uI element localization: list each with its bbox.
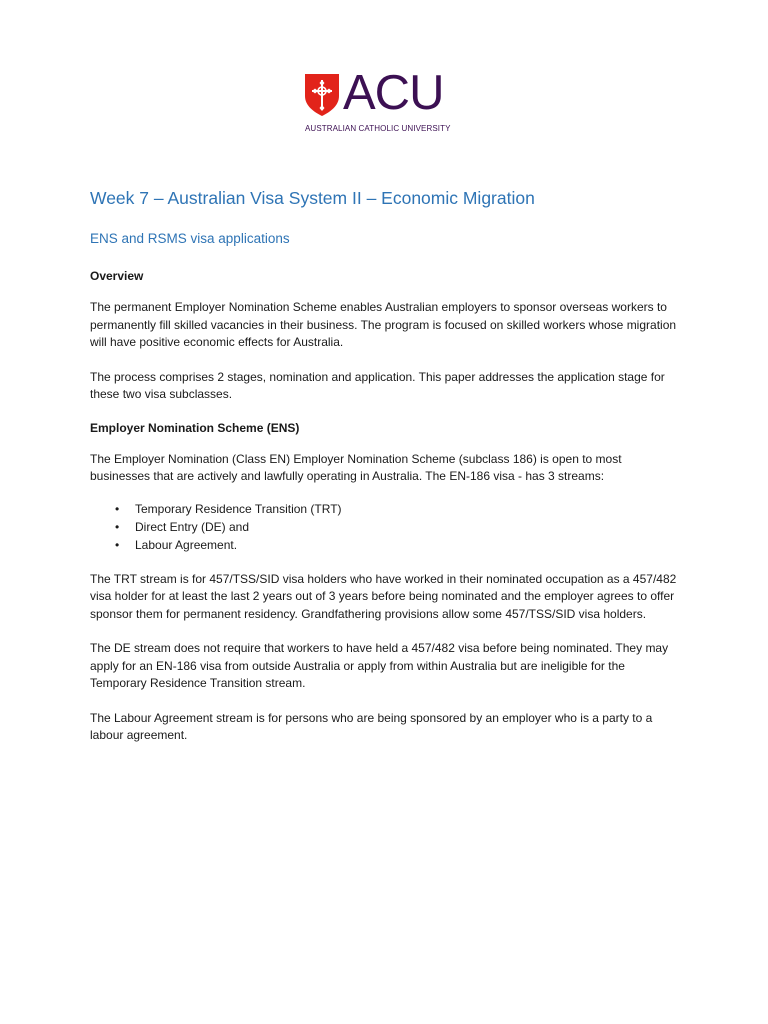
- list-item: [90, 518, 680, 536]
- streams-list: [90, 500, 680, 554]
- document-title: Week 7 – Australian Visa System II – Economic Migration: [90, 188, 535, 208]
- list-item-label: Labour Agreement.: [135, 537, 238, 552]
- acu-logo: [303, 66, 473, 138]
- logo-wordmark: ACU: [343, 66, 444, 120]
- overview-heading: Overview: [90, 269, 144, 283]
- ens-paragraph: The Employer Nomination (Class EN) Employer Nomination Scheme (subclass 186) is open to most businesses that are actively and lawfully operating in Australia. The EN-186 visa - has 3 streams:: [90, 451, 622, 483]
- bullet-icon: •: [115, 501, 120, 516]
- labour-agreement-paragraph: The Labour Agreement stream is for persons who are being sponsored by an employer who is a party to a labour agreement.: [90, 710, 653, 742]
- overview-paragraph-1: The permanent Employer Nomination Scheme enables Australian employers to sponsor overseas workers to permanently fill skilled vacancies in their business. The program is focused on skilled workers whose migration will have positive economic effects for Australia.: [90, 300, 677, 349]
- ens-heading: Employer Nomination Scheme (ENS): [90, 420, 300, 435]
- trt-paragraph: The TRT stream is for 457/TSS/SID visa holders who have worked in their nominated occupation as a 457/482 visa holder for at least the last 2 years out of 3 years before being nominated and the employer agrees to offer sponsor them for permanent residency. Grandfathering provisions allow some 457/TSS/SID visa holders.: [90, 571, 677, 621]
- shield-cross-icon: [305, 74, 339, 116]
- bullet-icon: •: [115, 537, 120, 552]
- de-paragraph: The DE stream does not require that workers to have held a 457/482 visa before being nominated. They may apply for an EN-186 visa from outside Australia or apply from within Australia but are ineligible for the Temporary Residence Transition stream.: [90, 641, 669, 690]
- document-subtitle: ENS and RSMS visa applications: [90, 231, 290, 246]
- bullet-icon: •: [115, 519, 120, 534]
- list-item: [90, 500, 680, 518]
- logo-subtitle: AUSTRALIAN CATHOLIC UNIVERSITY: [305, 124, 451, 133]
- list-item-label: Direct Entry (DE) and: [135, 519, 250, 534]
- document-body: [90, 186, 680, 745]
- list-item-label: Temporary Residence Transition (TRT): [135, 501, 342, 516]
- overview-paragraph-2: The process comprises 2 stages, nomination and application. This paper addresses the application stage for these two visa subclasses.: [90, 369, 665, 401]
- list-item: [90, 536, 680, 554]
